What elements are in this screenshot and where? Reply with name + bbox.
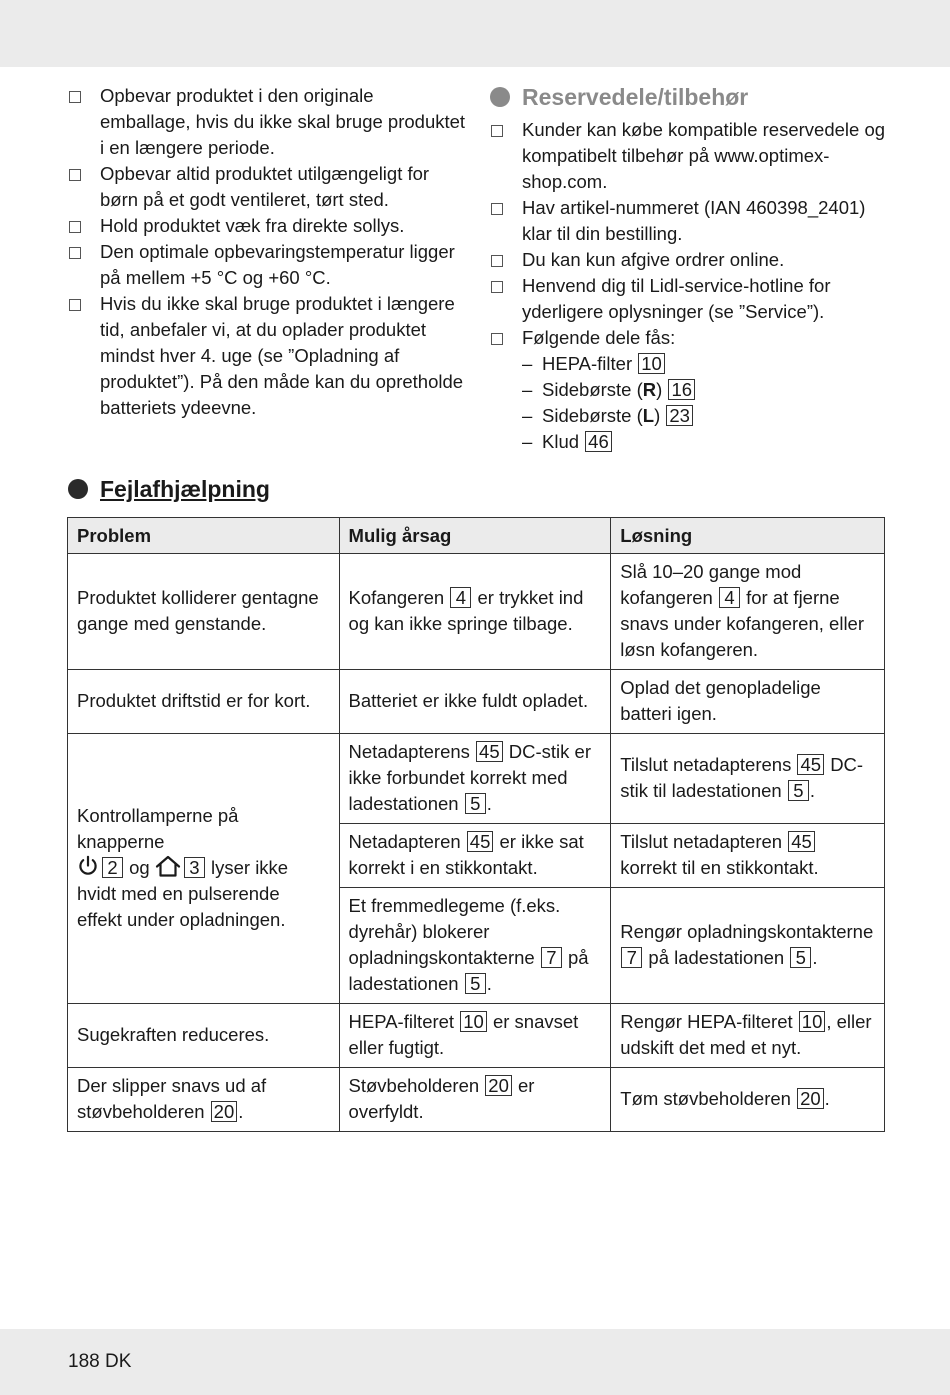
ref-number: 10 [460,1011,487,1032]
cell-text: er ikke sat korrekt i en stikkontakt. [348,831,584,878]
ref-number: 4 [719,587,740,608]
ref-number: 46 [585,431,612,452]
table-row [68,1004,885,1068]
storage-section [68,83,468,421]
list-item [490,325,890,455]
ref-number: 45 [476,741,503,762]
cell-text: og [129,857,150,878]
problem-cell: Produktet kolliderer gentagne gange med genstande. [68,554,340,670]
problem-cell: Sugekraften reduceres. [68,1004,340,1068]
part-label: Sidebørste ( [542,405,643,426]
cell-text: Netadapterens [348,741,470,762]
cell-text: på ladestationen [348,947,589,994]
part-label: Klud [542,431,580,452]
cell-text: Der slipper snavs ud af støvbeholderen [77,1075,267,1122]
problem-cell [68,734,340,1004]
ref-number: 45 [788,831,815,852]
ref-number: 45 [467,831,494,852]
ref-number: 7 [541,947,562,968]
list-item: Hav artikel-nummeret (IAN 460398_2401) klar til din bestilling. [490,195,890,247]
cell-text: Tøm støvbeholderen [620,1088,791,1109]
list-item: Kunder kan købe kompatible reservedele og kompatibelt tilbehør på www.optimex-shop.com. [490,117,890,195]
cell-text: er trykket ind og kan ikke springe tilbage. [348,587,584,634]
bullet-dot-icon [68,479,88,499]
part-label-end: ) [656,379,663,400]
ref-number: 23 [666,405,693,426]
list-item: Opbevar altid produktet utilgængeligt for børn på et godt ventileret, tørt sted. [68,161,468,213]
cell-text: . [824,1088,830,1109]
ref-number: 20 [797,1088,824,1109]
bullet-dot-icon [490,87,510,107]
cell-text: DC-stik til ladestationen [620,754,864,801]
cause-cell: Batteriet er ikke fuldt opladet. [339,670,611,734]
column-header-solution: Løsning [611,518,885,554]
part-label-end: ) [654,405,661,426]
table-row [68,670,885,734]
cause-cell [339,734,611,824]
cell-text: på ladestationen [648,947,785,968]
part-side: R [642,379,657,400]
ref-number: 10 [799,1011,826,1032]
solution-cell [611,554,885,670]
power-icon [77,855,99,877]
ref-number: 10 [638,353,665,374]
column-header-cause: Mulig årsag [339,518,611,554]
page-number: 188 DK [68,1351,132,1372]
cell-text: for at fjerne snavs under kofangeren, eller løsn kofangeren. [620,587,864,660]
part-label: HEPA-filter [542,353,633,374]
spare-parts-heading [490,83,890,111]
cell-text: . [812,947,818,968]
cause-cell [339,1068,611,1132]
cell-text: Slå 10–20 gange mod kofangeren [620,561,802,608]
cell-text: Rengør HEPA-filteret [620,1011,793,1032]
part-item [522,351,890,377]
cause-cell [339,1004,611,1068]
ref-number: 4 [450,587,471,608]
problem-cell: Produktet driftstid er for kort. [68,670,340,734]
home-icon [155,855,181,877]
column-header-problem: Problem [68,518,340,554]
cell-text: er overfyldt. [348,1075,535,1122]
section-title: Reservedele/tilbehør [522,84,749,110]
list-item-label: Følgende dele fås: [522,327,676,348]
problem-cell [68,1068,340,1132]
solution-cell [611,824,885,888]
solution-cell: Oplad det genopladelige batteri igen. [611,670,885,734]
cell-text: Rengør opladningskontakterne [620,921,874,942]
ref-number: 16 [668,379,695,400]
header-band [0,0,950,67]
cell-text: DC-stik er ikke forbundet korrekt med ladestationen [348,741,591,814]
list-item: Du kan kun afgive ordrer online. [490,247,890,273]
troubleshooting-table [67,517,885,1132]
ref-number: 2 [102,857,123,878]
cause-cell [339,554,611,670]
ref-number: 5 [465,793,486,814]
troubleshooting-heading [68,475,270,503]
list-item: Hold produktet væk fra direkte sollys. [68,213,468,239]
part-side: L [642,405,655,426]
cell-text: , eller udskift det med et nyt. [620,1011,872,1058]
storage-list [68,83,468,421]
table-row [68,554,885,670]
ref-number: 20 [211,1101,238,1122]
list-item: Hvis du ikke skal bruge produktet i længere tid, anbefaler vi, at du oplader produktet mindst hver 4. uge (se ”Opladning af produktet”). På den måde kan du opretholde batteriets ydeevne. [68,291,468,421]
cause-cell [339,824,611,888]
cell-text: er snavset eller fugtigt. [348,1011,579,1058]
table-row [68,1068,885,1132]
solution-cell [611,888,885,1004]
cell-text: Netadapteren [348,831,461,852]
part-item [522,377,890,403]
spare-parts-section [490,83,890,455]
part-label: Sidebørste ( [542,379,643,400]
table-header-row [68,518,885,554]
spare-parts-list [490,117,890,455]
cause-cell [339,888,611,1004]
cell-text: korrekt til en stikkontakt. [620,857,819,878]
cell-text: . [486,793,492,814]
ref-number: 5 [790,947,811,968]
footer-band [0,1329,950,1395]
cell-text: lyser ikke hvidt med en pulserende effekt under opladningen. [77,857,289,930]
part-item [522,429,890,455]
list-item: Den optimale opbevaringstemperatur ligger på mellem +5 °C og +60 °C. [68,239,468,291]
parts-list [522,351,890,455]
cell-text: . [809,780,815,801]
cell-text: . [486,973,492,994]
cell-text: . [238,1101,244,1122]
part-item [522,403,890,429]
solution-cell [611,1004,885,1068]
cell-text: Tilslut netadapterens [620,754,792,775]
ref-number: 7 [621,947,642,968]
solution-cell [611,1068,885,1132]
ref-number: 5 [465,973,486,994]
ref-number: 3 [184,857,205,878]
cell-text: Støvbeholderen [348,1075,480,1096]
ref-number: 20 [485,1075,512,1096]
table-row [68,734,885,824]
ref-number: 5 [788,780,809,801]
cell-text: Et fremmedlegeme (f.eks. dyrehår) blokerer opladningskontakterne [348,895,561,968]
section-title: Fejlafhjælpning [100,476,270,502]
ref-number: 45 [797,754,824,775]
list-item: Opbevar produktet i den originale emballage, hvis du ikke skal bruge produktet i en længere periode. [68,83,468,161]
list-item: Henvend dig til Lidl-service-hotline for yderligere oplysninger (se ”Service”). [490,273,890,325]
cell-text: Kontrollamperne på knapperne [77,805,239,852]
cell-text: Kofangeren [348,587,445,608]
solution-cell [611,734,885,824]
cell-text: HEPA-filteret [348,1011,455,1032]
cell-text: Tilslut netadapteren [620,831,783,852]
